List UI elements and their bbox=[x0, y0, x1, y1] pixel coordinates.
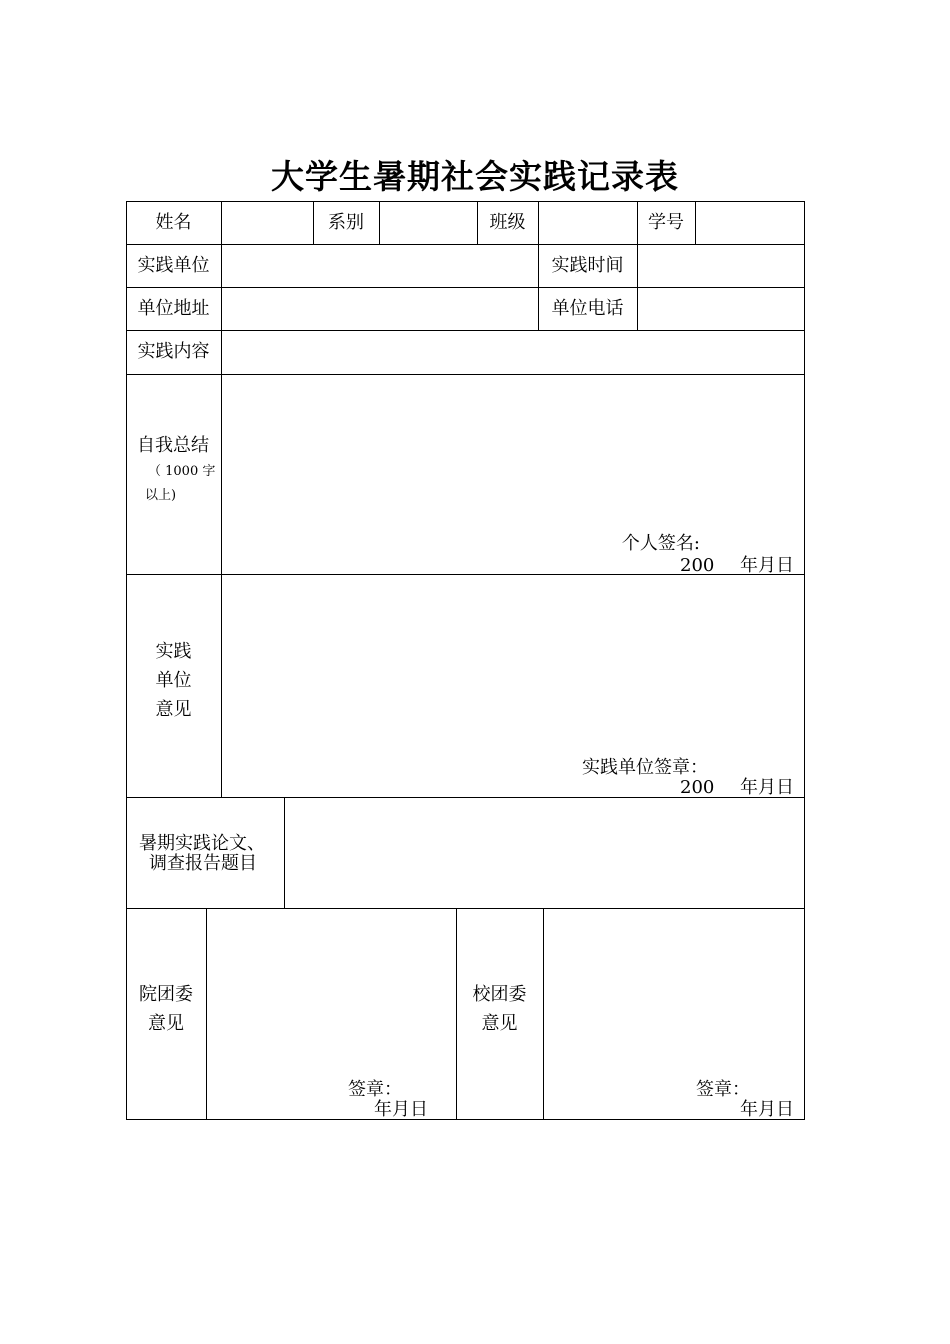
practice-time-label: 实践时间 bbox=[551, 255, 624, 276]
college-committee-label-2: 意见 bbox=[148, 1013, 184, 1034]
unit-opinion-label-3: 意见 bbox=[155, 699, 192, 720]
school-committee-label-2: 意见 bbox=[481, 1013, 518, 1034]
school-date: 年月日 bbox=[740, 1099, 794, 1120]
unit-date-year: 200 bbox=[680, 777, 715, 798]
table-border-bottom bbox=[126, 1119, 805, 1120]
class-field[interactable] bbox=[539, 202, 637, 244]
college-committee-label-1: 院团委 bbox=[139, 984, 193, 1005]
practice-unit-field[interactable] bbox=[222, 245, 538, 287]
personal-signature-label: 个人签名: bbox=[621, 533, 700, 554]
self-summary-field[interactable] bbox=[222, 375, 804, 574]
summary-note-line1: （ 1000 字 bbox=[148, 464, 216, 479]
name-field[interactable] bbox=[222, 202, 313, 244]
practice-unit-label: 实践单位 bbox=[137, 255, 210, 276]
paper-title-label-2: 调查报告题目 bbox=[149, 853, 257, 874]
department-label: 系别 bbox=[328, 212, 364, 233]
unit-address-label: 单位地址 bbox=[137, 298, 210, 319]
name-label: 姓名 bbox=[155, 212, 192, 233]
practice-time-field[interactable] bbox=[638, 245, 804, 287]
summary-note-line2: 以上) bbox=[145, 488, 177, 503]
unit-opinion-label-1: 实践 bbox=[155, 641, 192, 662]
paper-title-field[interactable] bbox=[285, 798, 804, 908]
paper-title-label-1: 暑期实践论文、 bbox=[139, 833, 265, 854]
unit-date: 年月日 bbox=[740, 777, 794, 798]
unit-opinion-field[interactable] bbox=[222, 575, 804, 797]
unit-address-field[interactable] bbox=[222, 288, 538, 330]
unit-opinion-label-2: 单位 bbox=[155, 670, 192, 691]
unit-stamp-label: 实践单位签章： bbox=[582, 757, 708, 778]
practice-content-field[interactable] bbox=[222, 331, 804, 374]
school-stamp-label: 签章： bbox=[696, 1079, 750, 1100]
college-stamp-label: 签章： bbox=[348, 1079, 402, 1100]
table-border-right bbox=[804, 201, 805, 1119]
school-opinion-field[interactable] bbox=[544, 909, 804, 1119]
practice-content-label: 实践内容 bbox=[137, 341, 210, 362]
summary-date: 年月日 bbox=[740, 555, 794, 576]
form-title: 大学生暑期社会实践记录表 bbox=[271, 157, 679, 196]
department-field[interactable] bbox=[380, 202, 477, 244]
self-summary-label: 自我总结 bbox=[137, 435, 209, 456]
summary-date-year: 200 bbox=[680, 555, 715, 576]
unit-phone-field[interactable] bbox=[638, 288, 804, 330]
student-id-label: 学号 bbox=[648, 212, 684, 233]
class-label: 班级 bbox=[489, 212, 526, 233]
unit-phone-label: 单位电话 bbox=[551, 298, 624, 319]
school-committee-label-1: 校团委 bbox=[472, 984, 527, 1005]
college-date: 年月日 bbox=[374, 1099, 428, 1120]
student-id-field[interactable] bbox=[696, 202, 804, 244]
